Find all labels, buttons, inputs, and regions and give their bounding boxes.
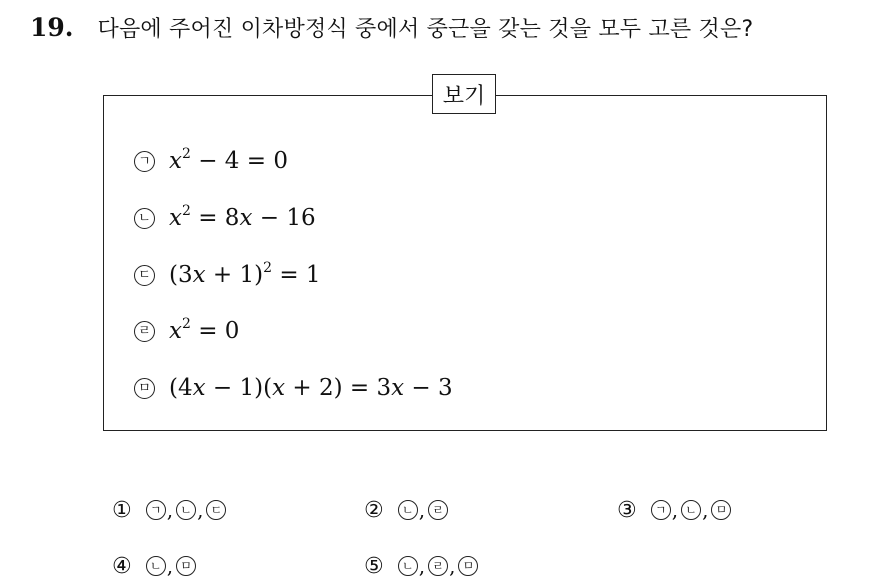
bogi-item-equation: $(3x + 1)^2 = 1$ — [169, 260, 321, 288]
bogi-box — [103, 83, 827, 431]
bogi-item-marker: ㄷ — [134, 265, 155, 286]
question-header — [30, 12, 753, 43]
bogi-item-5 — [134, 373, 453, 403]
choice-marker: ㄴ — [398, 500, 418, 520]
bogi-label: 보기 — [432, 74, 496, 114]
bogi-item-marker: ㄹ — [134, 321, 155, 342]
choice-number: ① — [112, 497, 132, 523]
bogi-item-equation: $x^2 = 8x - 16$ — [169, 203, 316, 231]
choice-marker: ㅁ — [458, 556, 478, 576]
choice-number: ② — [364, 497, 384, 523]
choice-marker: ㄹ — [428, 500, 448, 520]
choice-marker: ㄴ — [176, 500, 196, 520]
choice-marker: ㄴ — [681, 500, 701, 520]
bogi-item-equation: $x^2 - 4 = 0$ — [169, 146, 288, 174]
bogi-item-marker: ㄴ — [134, 208, 155, 229]
bogi-item-marker: ㅁ — [134, 378, 155, 399]
answer-choice-2[interactable]: ② ㄴ , ㄹ — [364, 496, 448, 524]
answer-choice-3[interactable]: ③ ㄱ , ㄴ , ㅁ — [617, 496, 731, 524]
choice-number: ⑤ — [364, 553, 384, 579]
choice-marker: ㅁ — [176, 556, 196, 576]
choice-marker: ㄹ — [428, 556, 448, 576]
choice-number: ③ — [617, 497, 637, 523]
answer-choice-5[interactable]: ⑤ ㄴ , ㄹ , ㅁ — [364, 552, 478, 580]
choice-marker: ㅁ — [711, 500, 731, 520]
bogi-item-1 — [134, 146, 288, 176]
choice-number: ④ — [112, 553, 132, 579]
choice-marker: ㄴ — [398, 556, 418, 576]
bogi-item-equation: (4x − 1)(x + 2) = 3x − 3 — [169, 375, 453, 401]
bogi-item-2 — [134, 203, 316, 233]
bogi-item-3 — [134, 260, 321, 290]
answer-choice-1[interactable]: ① ㄱ , ㄴ , ㄷ — [112, 496, 226, 524]
choice-marker: ㄱ — [651, 500, 671, 520]
bogi-item-4 — [134, 316, 239, 346]
choice-marker: ㄴ — [146, 556, 166, 576]
question-number: 19. — [30, 13, 74, 42]
question-text: 다음에 주어진 이차방정식 중에서 중근을 갖는 것을 모두 고른 것은? — [97, 17, 754, 42]
bogi-item-marker: ㄱ — [134, 151, 155, 172]
bogi-item-equation: $x^2 = 0$ — [169, 316, 240, 344]
answer-choice-4[interactable]: ④ ㄴ , ㅁ — [112, 552, 196, 580]
choice-marker: ㄱ — [146, 500, 166, 520]
choice-marker: ㄷ — [206, 500, 226, 520]
